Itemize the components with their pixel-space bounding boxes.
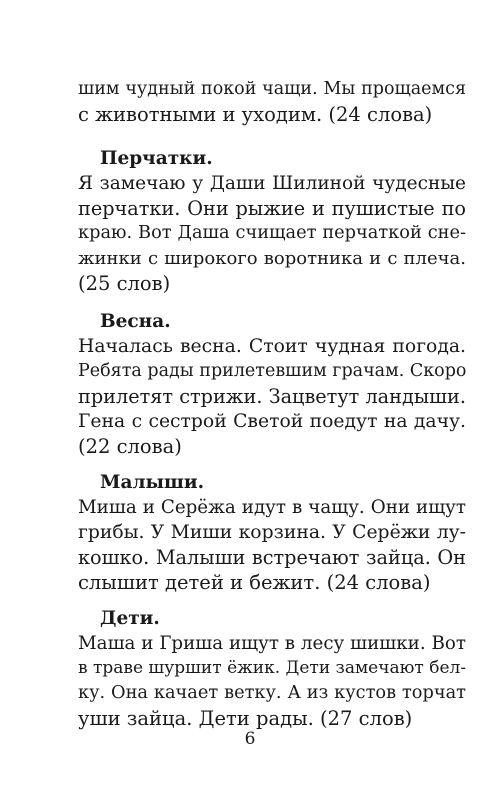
paragraph-line: в траве шуршит ёжик. Дети замечают бел- [78, 658, 467, 678]
paragraph-line: перчатки. Они рыжие и пушистые по [78, 197, 466, 220]
paragraph-line: Ребята рады прилетевшим грачам. Скоро [78, 361, 467, 381]
paragraph-line: грибы. У Миши корзина. У Серёжи лу- [78, 522, 466, 543]
paragraph-line: Миша и Серёжа идут в чащу. Они ищут [78, 497, 466, 518]
paragraph-line: жинки с широкого воротника и с плеча. [78, 248, 466, 269]
paragraph-line: Я замечаю у Даши Шилиной чудесные [78, 173, 466, 194]
section-title: Перчатки. [100, 148, 213, 169]
paragraph-line: слышит детей и бежит. (24 слова) [78, 571, 431, 594]
paragraph-line: Гена с сестрой Светой поедут на дачу. [78, 411, 466, 432]
page-number: 6 [244, 729, 256, 749]
paragraph-line: Маша и Гриша ищут в лесу шишки. Вот [78, 633, 466, 654]
paragraph-line: кошко. Малыши встречают зайца. Он [78, 546, 466, 569]
paragraph-line: ку. Она качает ветку. А из кустов торчат [78, 683, 466, 703]
paragraph-line: Началась весна. Стоит чудная погода. [78, 336, 466, 357]
paragraph-line: краю. Вот Даша счищает перчаткой сне- [78, 223, 466, 243]
paragraph-line: прилетят стрижи. Зацветут ландыши. [78, 385, 466, 408]
section-title: Весна. [100, 311, 171, 332]
section-title: Малыши. [100, 472, 205, 493]
intro-line: с животными и уходим. (24 слова) [78, 103, 433, 126]
section-title: Дети. [100, 608, 160, 629]
paragraph-line: (22 слова) [78, 435, 182, 458]
paragraph-line: уши зайца. Дети рады. (27 слов) [78, 707, 413, 730]
intro-line: шим чудный покой чащи. Мы прощаемся [78, 79, 466, 99]
paragraph-line: (25 слов) [78, 272, 171, 295]
